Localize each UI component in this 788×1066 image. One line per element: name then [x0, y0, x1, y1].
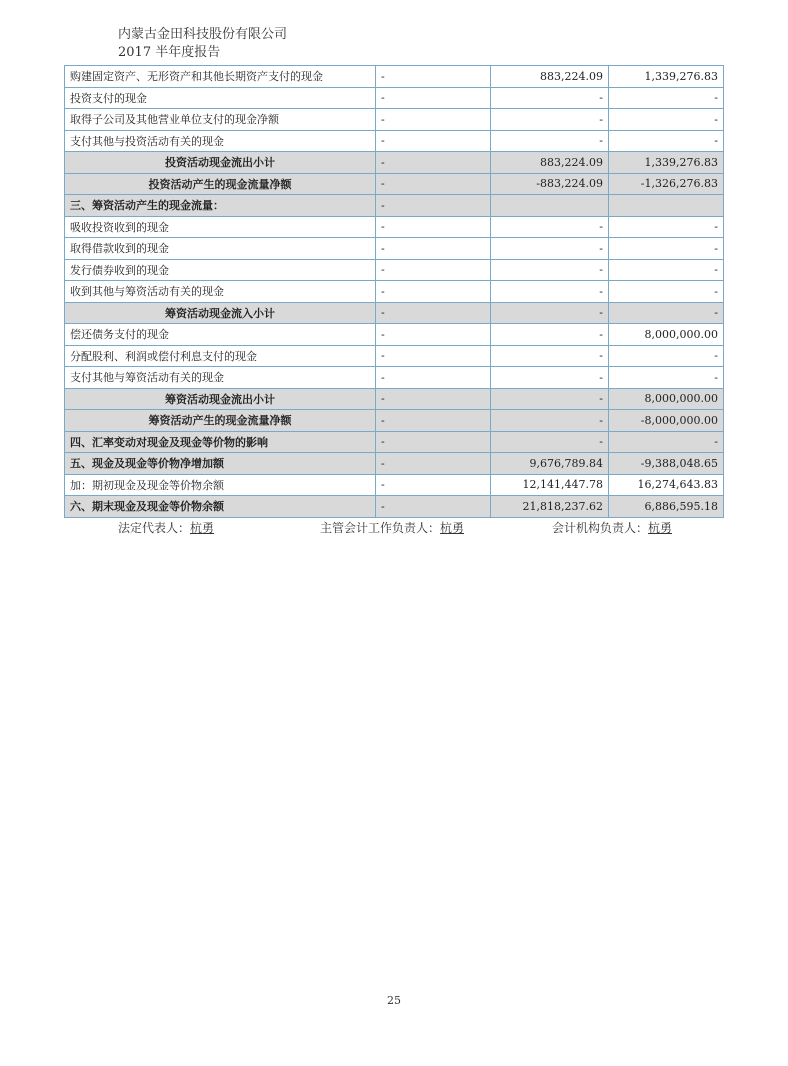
prior-period-cell: - — [609, 109, 724, 131]
accounting-head: 主管会计工作负责人：杭勇 — [320, 521, 465, 535]
prior-period-cell: -9,388,048.65 — [609, 453, 724, 475]
table-row — [65, 173, 724, 195]
current-period-cell: - — [491, 259, 609, 281]
item-name-cell: 吸收投资收到的现金 — [65, 216, 376, 238]
table-row — [65, 216, 724, 238]
current-period-cell: - — [491, 410, 609, 432]
item-name-cell: 筹资活动产生的现金流量净额 — [65, 410, 376, 432]
table-row — [65, 324, 724, 346]
prior-period-cell — [609, 195, 724, 217]
prior-period-cell: 1,339,276.83 — [609, 152, 724, 174]
prior-period-cell: - — [609, 87, 724, 109]
item-name-cell: 取得借款收到的现金 — [65, 238, 376, 260]
table-row — [65, 87, 724, 109]
note-cell: - — [376, 302, 491, 324]
current-period-cell: - — [491, 302, 609, 324]
item-name-cell: 筹资活动现金流入小计 — [65, 302, 376, 324]
note-cell: - — [376, 431, 491, 453]
item-name-cell: 偿还债务支付的现金 — [65, 324, 376, 346]
current-period-cell: 883,224.09 — [491, 152, 609, 174]
prior-period-cell: 6,886,595.18 — [609, 496, 724, 518]
item-name-cell: 投资活动产生的现金流量净额 — [65, 173, 376, 195]
table-row — [65, 367, 724, 389]
item-name-cell: 筹资活动现金流出小计 — [65, 388, 376, 410]
prior-period-cell: - — [609, 302, 724, 324]
note-cell: - — [376, 410, 491, 432]
prior-period-cell: - — [609, 238, 724, 260]
note-cell: - — [376, 388, 491, 410]
note-cell: - — [376, 130, 491, 152]
page-number: 25 — [387, 994, 401, 1007]
note-cell: - — [376, 367, 491, 389]
current-period-cell: - — [491, 388, 609, 410]
note-cell: - — [376, 87, 491, 109]
current-period-cell: 883,224.09 — [491, 66, 609, 88]
prior-period-cell: 1,339,276.83 — [609, 66, 724, 88]
note-cell: - — [376, 216, 491, 238]
report-header — [118, 26, 287, 62]
current-period-cell — [491, 195, 609, 217]
table-row — [65, 345, 724, 367]
current-period-cell: - — [491, 130, 609, 152]
item-name-cell: 投资支付的现金 — [65, 87, 376, 109]
table-row — [65, 109, 724, 131]
prior-period-cell: - — [609, 216, 724, 238]
prior-period-cell: - — [609, 345, 724, 367]
note-cell: - — [376, 281, 491, 303]
current-period-cell: - — [491, 238, 609, 260]
accounting-head-name: 杭勇 — [440, 521, 465, 535]
table-row — [65, 453, 724, 475]
legal-representative-name: 杭勇 — [190, 521, 215, 535]
prior-period-cell: -1,326,276.83 — [609, 173, 724, 195]
item-name-cell: 购建固定资产、无形资产和其他长期资产支付的现金 — [65, 66, 376, 88]
note-cell: - — [376, 474, 491, 496]
note-cell: - — [376, 496, 491, 518]
prior-period-cell: 16,274,643.83 — [609, 474, 724, 496]
prior-period-cell: 8,000,000.00 — [609, 388, 724, 410]
item-name-cell: 取得子公司及其他营业单位支付的现金净额 — [65, 109, 376, 131]
current-period-cell: - — [491, 431, 609, 453]
item-name-cell: 发行债券收到的现金 — [65, 259, 376, 281]
table-row — [65, 195, 724, 217]
note-cell: - — [376, 324, 491, 346]
current-period-cell: 9,676,789.84 — [491, 453, 609, 475]
current-period-cell: - — [491, 345, 609, 367]
prior-period-cell: - — [609, 367, 724, 389]
current-period-cell: 12,141,447.78 — [491, 474, 609, 496]
table-row — [65, 496, 724, 518]
note-cell: - — [376, 173, 491, 195]
table-row — [65, 130, 724, 152]
item-name-cell: 四、汇率变动对现金及现金等价物的影响 — [65, 431, 376, 453]
note-cell: - — [376, 345, 491, 367]
table-row — [65, 410, 724, 432]
current-period-cell: - — [491, 367, 609, 389]
item-name-cell: 支付其他与投资活动有关的现金 — [65, 130, 376, 152]
accounting-org-head-name: 杭勇 — [648, 521, 673, 535]
cash-flow-table-body — [65, 66, 724, 518]
note-cell: - — [376, 259, 491, 281]
prior-period-cell: 8,000,000.00 — [609, 324, 724, 346]
cash-flow-table — [64, 65, 724, 518]
current-period-cell: - — [491, 216, 609, 238]
note-cell: - — [376, 453, 491, 475]
table-row — [65, 388, 724, 410]
current-period-cell: - — [491, 324, 609, 346]
item-name-cell: 分配股利、利润或偿付利息支付的现金 — [65, 345, 376, 367]
accounting-org-head: 会计机构负责人：杭勇 — [552, 521, 673, 535]
item-name-cell: 五、现金及现金等价物净增加额 — [65, 453, 376, 475]
report-title: 2017 半年度报告 — [118, 45, 221, 60]
item-name-cell: 加：期初现金及现金等价物余额 — [65, 474, 376, 496]
current-period-cell: -883,224.09 — [491, 173, 609, 195]
item-name-cell: 收到其他与筹资活动有关的现金 — [65, 281, 376, 303]
table-row — [65, 281, 724, 303]
current-period-cell: - — [491, 109, 609, 131]
current-period-cell: - — [491, 281, 609, 303]
current-period-cell: 21,818,237.62 — [491, 496, 609, 518]
item-name-cell: 支付其他与筹资活动有关的现金 — [65, 367, 376, 389]
prior-period-cell: - — [609, 431, 724, 453]
item-name-cell: 投资活动现金流出小计 — [65, 152, 376, 174]
item-name-cell: 三、筹资活动产生的现金流量： — [65, 195, 376, 217]
note-cell: - — [376, 152, 491, 174]
current-period-cell: - — [491, 87, 609, 109]
prior-period-cell: - — [609, 281, 724, 303]
table-row — [65, 152, 724, 174]
table-row — [65, 474, 724, 496]
prior-period-cell: -8,000,000.00 — [609, 410, 724, 432]
table-row — [65, 431, 724, 453]
table-row — [65, 66, 724, 88]
table-row — [65, 259, 724, 281]
table-row — [65, 238, 724, 260]
item-name-cell: 六、期末现金及现金等价物余额 — [65, 496, 376, 518]
note-cell: - — [376, 238, 491, 260]
company-name: 内蒙古金田科技股份有限公司 — [118, 27, 288, 42]
legal-representative: 法定代表人：杭勇 — [118, 521, 215, 535]
note-cell: - — [376, 195, 491, 217]
note-cell: - — [376, 66, 491, 88]
prior-period-cell: - — [609, 130, 724, 152]
note-cell: - — [376, 109, 491, 131]
table-row — [65, 302, 724, 324]
prior-period-cell: - — [609, 259, 724, 281]
signature-line — [0, 519, 788, 537]
